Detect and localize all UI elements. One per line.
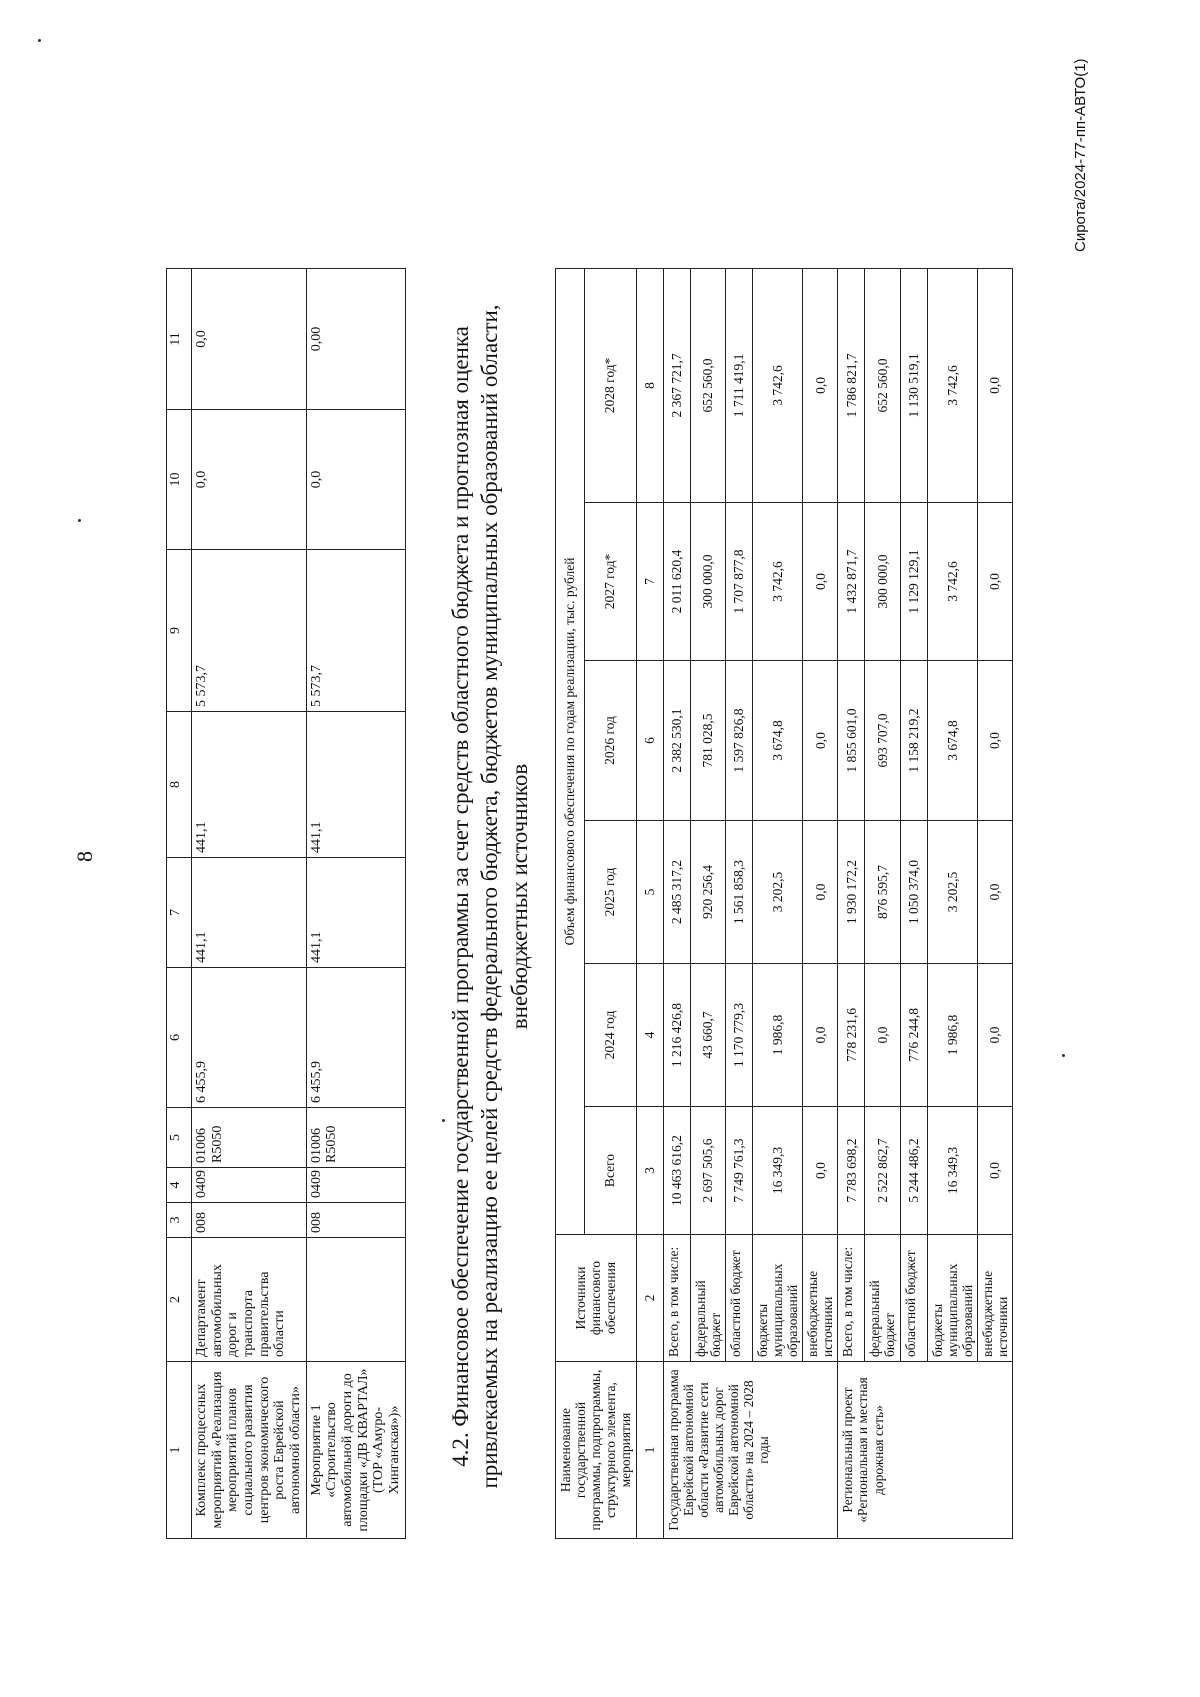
column-number: 5 (636, 821, 663, 964)
cell: 441,1 (192, 712, 307, 858)
value-cell: 2 522 862,7 (865, 1107, 900, 1235)
cell: 01006 R5050 (306, 1108, 405, 1168)
page-number: 8 (72, 851, 97, 862)
value-cell: 652 560,0 (865, 268, 900, 502)
source-label: областной бюджет (725, 1235, 752, 1362)
table-row (306, 269, 405, 1539)
value-cell: 652 560,0 (690, 268, 725, 502)
column-number: 7 (167, 858, 192, 968)
cell: 6 455,9 (192, 968, 307, 1108)
table-row (725, 268, 752, 1538)
table-row (838, 268, 865, 1538)
value-cell: 3 674,8 (752, 661, 802, 821)
value-cell: 1 129 129,1 (900, 503, 927, 661)
value-cell: 0,0 (803, 821, 838, 964)
source-label: бюджеты муниципальных образований (752, 1235, 802, 1362)
project-name: Региональный проект «Региональная и местная дорожная сеть» (838, 1362, 1013, 1539)
source-label: внебюджетные источники (803, 1235, 838, 1362)
table-row (803, 268, 838, 1538)
cell: 008 (192, 1203, 307, 1238)
column-number: 8 (167, 712, 192, 858)
cell: 441,1 (306, 858, 405, 968)
scan-speck (1062, 1054, 1065, 1057)
value-cell: 1 432 871,7 (838, 503, 865, 661)
table-row (927, 268, 977, 1538)
value-cell: 1 707 877,8 (725, 503, 752, 661)
table-row (663, 268, 690, 1538)
cell: 441,1 (192, 858, 307, 968)
footer-code: Сирота/2024-77-пп-АВТО(1) (1072, 58, 1089, 252)
cell: 0,0 (192, 410, 307, 550)
executor (306, 1238, 405, 1362)
source-label: областной бюджет (900, 1235, 927, 1362)
year-header: 2028 год* (584, 268, 636, 502)
value-cell: 1 786 821,7 (838, 268, 865, 502)
value-cell: 0,0 (803, 661, 838, 821)
value-cell: 1 711 419,1 (725, 268, 752, 502)
column-number: 2 (636, 1235, 663, 1362)
value-cell: 2 382 530,1 (663, 661, 690, 821)
value-cell: 0,0 (803, 964, 838, 1107)
value-cell: 1 216 426,8 (663, 964, 690, 1107)
column-number: 5 (167, 1108, 192, 1168)
column-number: 11 (167, 269, 192, 410)
value-cell: 1 986,8 (927, 964, 977, 1107)
year-header: 2027 год* (584, 503, 636, 661)
column-number: 7 (636, 503, 663, 661)
value-cell: 16 349,3 (927, 1107, 977, 1235)
table-row (977, 268, 1012, 1538)
activity-name: Комплекс процессных мероприятий «Реализация мероприятий планов социального развития центров экономического роста Еврейской автономной области» (192, 1362, 307, 1539)
value-cell: 0,0 (803, 503, 838, 661)
scan-speck (78, 519, 81, 522)
cell: 0409 (192, 1168, 307, 1203)
value-cell: 778 231,6 (838, 964, 865, 1107)
header-sources: Источники финансового обеспечения (556, 1235, 637, 1362)
year-header: 2026 год (584, 661, 636, 821)
cell: 0,00 (306, 269, 405, 410)
year-header: 2024 год (584, 964, 636, 1107)
value-cell: 0,0 (977, 268, 1012, 502)
value-cell: 0,0 (977, 821, 1012, 964)
column-number: 4 (167, 1168, 192, 1203)
column-number: 6 (167, 968, 192, 1108)
header-volume: Объем финансового обеспечения по годам реализации, тыс. рублей (556, 268, 585, 1234)
column-number: 3 (636, 1107, 663, 1235)
value-cell: 2 485 317,2 (663, 821, 690, 964)
value-cell: 3 742,6 (927, 503, 977, 661)
column-number: 2 (167, 1238, 192, 1362)
cell: 441,1 (306, 712, 405, 858)
value-cell: 2 367 721,7 (663, 268, 690, 502)
column-number-row (636, 268, 663, 1538)
value-cell: 1 855 601,0 (838, 661, 865, 821)
source-label: Всего, в том числе: (838, 1235, 865, 1362)
scan-speck (442, 1119, 445, 1122)
value-cell: 1 130 519,1 (900, 268, 927, 502)
financing-table (555, 268, 1013, 1539)
value-cell: 3 202,5 (927, 821, 977, 964)
value-cell: 781 028,5 (690, 661, 725, 821)
year-header: Всего (584, 1107, 636, 1235)
table-row (752, 268, 802, 1538)
year-header: 2025 год (584, 821, 636, 964)
value-cell: 3 202,5 (752, 821, 802, 964)
value-cell: 920 256,4 (690, 821, 725, 964)
table-row (900, 268, 927, 1538)
value-cell: 300 000,0 (865, 503, 900, 661)
section-heading: 4.2. Финансовое обеспечение государственной программы за счет средств областного бюджета и прогнозная оценка привлекаемых на реализацию ее целей средств федерального бюджета, бюджетов муниципальных образований области, внебюджетных источников (448, 304, 532, 1489)
value-cell: 300 000,0 (690, 503, 725, 661)
value-cell: 7 749 761,3 (725, 1107, 752, 1235)
value-cell: 3 742,6 (927, 268, 977, 502)
cell: 008 (306, 1203, 405, 1238)
source-label: Всего, в том числе: (663, 1235, 690, 1362)
column-number: 1 (167, 1362, 192, 1539)
column-number: 6 (636, 661, 663, 821)
column-number: 10 (167, 410, 192, 550)
column-number: 9 (167, 550, 192, 712)
value-cell: 1 158 219,2 (900, 661, 927, 821)
cell: 5 573,7 (306, 550, 405, 712)
column-number: 4 (636, 964, 663, 1107)
cell: 0,0 (192, 269, 307, 410)
value-cell: 1 986,8 (752, 964, 802, 1107)
value-cell: 10 463 616,2 (663, 1107, 690, 1235)
value-cell: 0,0 (803, 268, 838, 502)
value-cell: 0,0 (977, 503, 1012, 661)
value-cell: 7 783 698,2 (838, 1107, 865, 1235)
cell: 0409 (306, 1168, 405, 1203)
cell: 01006 R5050 (192, 1108, 307, 1168)
value-cell: 5 244 486,2 (900, 1107, 927, 1235)
value-cell: 0,0 (977, 661, 1012, 821)
value-cell: 1 561 858,3 (725, 821, 752, 964)
source-label: федеральный бюджет (865, 1235, 900, 1362)
value-cell: 0,0 (977, 964, 1012, 1107)
column-number-row (167, 269, 192, 1539)
value-cell: 0,0 (977, 1107, 1012, 1235)
cell: 0,0 (306, 410, 405, 550)
program-name: Государственная программа Еврейской автономной области «Развитие сети автомобильных дорог Еврейской автономной области» на 2024 – 2028 годы (663, 1362, 838, 1539)
executor: Департамент автомобильных дорог и транспорта правительства области (192, 1238, 307, 1362)
cell: 5 573,7 (192, 550, 307, 712)
source-label: бюджеты муниципальных образований (927, 1235, 977, 1362)
value-cell: 2 697 505,6 (690, 1107, 725, 1235)
header-name: Наименование государственной программы, подпрограммы, структурного элемента, мероприятия (556, 1362, 637, 1539)
activities-table (166, 268, 406, 1539)
activity-name: Мероприятие 1 «Строительство автомобильной дороги до площадки «ДВ КВАРТАЛ» (ТОР «Амуро-Хинганская»)» (306, 1362, 405, 1539)
source-label: внебюджетные источники (977, 1235, 1012, 1362)
value-cell: 2 011 620,4 (663, 503, 690, 661)
value-cell: 43 660,7 (690, 964, 725, 1107)
table-row (865, 268, 900, 1538)
value-cell: 3 742,6 (752, 268, 802, 502)
column-number: 8 (636, 268, 663, 502)
cell: 6 455,9 (306, 968, 405, 1108)
value-cell: 693 707,0 (865, 661, 900, 821)
value-cell: 1 597 826,8 (725, 661, 752, 821)
value-cell: 3 742,6 (752, 503, 802, 661)
value-cell: 0,0 (865, 964, 900, 1107)
table-row (192, 269, 307, 1539)
source-label: федеральный бюджет (690, 1235, 725, 1362)
value-cell: 776 244,8 (900, 964, 927, 1107)
column-number: 3 (167, 1203, 192, 1238)
value-cell: 1 170 779,3 (725, 964, 752, 1107)
table-row (690, 268, 725, 1538)
value-cell: 876 595,7 (865, 821, 900, 964)
value-cell: 1 050 374,0 (900, 821, 927, 964)
header-row (556, 268, 585, 1538)
value-cell: 1 930 172,2 (838, 821, 865, 964)
value-cell: 0,0 (803, 1107, 838, 1235)
value-cell: 16 349,3 (752, 1107, 802, 1235)
column-number: 1 (636, 1362, 663, 1539)
value-cell: 3 674,8 (927, 661, 977, 821)
scan-speck (38, 39, 41, 42)
